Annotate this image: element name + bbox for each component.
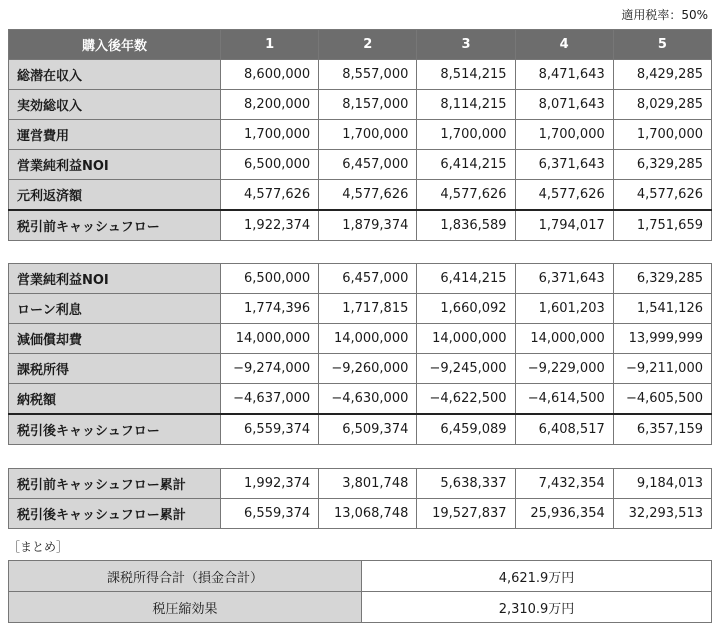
table-cell: 1,794,017 <box>515 210 613 241</box>
summary-row <box>9 592 712 623</box>
table-cell: 9,184,013 <box>613 469 711 499</box>
row-label: 税引前キャッシュフロー累計 <box>9 469 221 499</box>
table-cell: −4,637,000 <box>221 384 319 415</box>
table-cell: 4,577,626 <box>613 180 711 211</box>
table-cell: 1,879,374 <box>319 210 417 241</box>
table-cell: 3,801,748 <box>319 469 417 499</box>
table-cell: −4,614,500 <box>515 384 613 415</box>
table-cell: 8,157,000 <box>319 90 417 120</box>
table-cell: −4,622,500 <box>417 384 515 415</box>
table-cell: 25,936,354 <box>515 499 613 529</box>
table-cell: 1,992,374 <box>221 469 319 499</box>
tax-rate-note: 適用税率：50% <box>621 8 708 22</box>
summary-table <box>8 560 712 623</box>
table-cell: −9,260,000 <box>319 354 417 384</box>
table-cell: 6,408,517 <box>515 414 613 445</box>
table-row <box>9 90 712 120</box>
table-cell: 6,357,159 <box>613 414 711 445</box>
row-label: 総潜在収入 <box>9 60 221 90</box>
year-header: 2 <box>319 30 417 60</box>
table-cell: 6,500,000 <box>221 150 319 180</box>
table-row <box>9 60 712 90</box>
table-cell: 5,638,337 <box>417 469 515 499</box>
table-cell: 6,414,215 <box>417 264 515 294</box>
table-cell: 13,068,748 <box>319 499 417 529</box>
year-header: 3 <box>417 30 515 60</box>
table-row <box>9 384 712 415</box>
table-cell: 6,414,215 <box>417 150 515 180</box>
table-cell: 1,774,396 <box>221 294 319 324</box>
table-cell: 1,700,000 <box>221 120 319 150</box>
table-cell: 6,559,374 <box>221 499 319 529</box>
table-cell: 1,660,092 <box>417 294 515 324</box>
table-cell: 6,371,643 <box>515 150 613 180</box>
table-cell: 1,601,203 <box>515 294 613 324</box>
row-label: 納税額 <box>9 384 221 415</box>
table-cell: 4,577,626 <box>221 180 319 211</box>
summary-row <box>9 561 712 592</box>
row-label: 元利返済額 <box>9 180 221 211</box>
table-cell: 4,577,626 <box>515 180 613 211</box>
table-row <box>9 150 712 180</box>
table-row <box>9 324 712 354</box>
cashflow-aftertax-table <box>8 263 712 445</box>
table-cell: 1,700,000 <box>319 120 417 150</box>
table-cell: −9,229,000 <box>515 354 613 384</box>
table-cell: 1,700,000 <box>417 120 515 150</box>
row-label: ローン利息 <box>9 294 221 324</box>
table-cell: 6,509,374 <box>319 414 417 445</box>
table-cell: 7,432,354 <box>515 469 613 499</box>
table-cell: 6,371,643 <box>515 264 613 294</box>
row-label: 営業純利益NOI <box>9 150 221 180</box>
summary-value: 2,310.9万円 <box>362 592 712 623</box>
row-label: 課税所得 <box>9 354 221 384</box>
table-cell: −9,274,000 <box>221 354 319 384</box>
table-cell: 8,471,643 <box>515 60 613 90</box>
table-cell: 1,836,589 <box>417 210 515 241</box>
table-cell: 14,000,000 <box>319 324 417 354</box>
table-cell: 1,700,000 <box>613 120 711 150</box>
table-cell: 4,577,626 <box>417 180 515 211</box>
table-cell: 8,557,000 <box>319 60 417 90</box>
table-cell: 4,577,626 <box>319 180 417 211</box>
table-cell: 14,000,000 <box>221 324 319 354</box>
table-cell: 8,429,285 <box>613 60 711 90</box>
table-cell: 8,600,000 <box>221 60 319 90</box>
summary-label: 税圧縮効果 <box>9 592 362 623</box>
table-row <box>9 354 712 384</box>
table-row <box>9 210 712 241</box>
table-cell: −4,630,000 <box>319 384 417 415</box>
table-cell: 1,541,126 <box>613 294 711 324</box>
summary-title: ［まとめ］ <box>8 540 69 554</box>
table-cell: 1,717,815 <box>319 294 417 324</box>
summary-value: 4,621.9万円 <box>362 561 712 592</box>
header-label: 購入後年数 <box>9 30 221 60</box>
row-label: 税引後キャッシュフロー <box>9 414 221 445</box>
table-cell: 1,700,000 <box>515 120 613 150</box>
table-cell: 8,514,215 <box>417 60 515 90</box>
table-cell: 6,457,000 <box>319 150 417 180</box>
table-cell: 6,559,374 <box>221 414 319 445</box>
row-label: 税引後キャッシュフロー累計 <box>9 499 221 529</box>
cashflow-pretax-table <box>8 29 712 241</box>
table-cell: 6,500,000 <box>221 264 319 294</box>
table-row <box>9 294 712 324</box>
table-cell: −4,605,500 <box>613 384 711 415</box>
table-row <box>9 120 712 150</box>
year-header: 5 <box>613 30 711 60</box>
row-label: 実効総収入 <box>9 90 221 120</box>
table-cell: 8,071,643 <box>515 90 613 120</box>
table-cell: 14,000,000 <box>515 324 613 354</box>
row-label: 営業純利益NOI <box>9 264 221 294</box>
table-cell: −9,245,000 <box>417 354 515 384</box>
table-cell: 8,114,215 <box>417 90 515 120</box>
table-cell: 32,293,513 <box>613 499 711 529</box>
table-row <box>9 469 712 499</box>
table-cell: 14,000,000 <box>417 324 515 354</box>
table-cell: 8,200,000 <box>221 90 319 120</box>
table-row <box>9 264 712 294</box>
row-label: 減価償却費 <box>9 324 221 354</box>
table-cell: 6,457,000 <box>319 264 417 294</box>
table-cell: 13,999,999 <box>613 324 711 354</box>
table-cell: 19,527,837 <box>417 499 515 529</box>
section3-body <box>9 469 712 529</box>
table-row <box>9 180 712 211</box>
table-cell: 1,751,659 <box>613 210 711 241</box>
summary-label: 課税所得合計（損金合計） <box>9 561 362 592</box>
cumulative-table <box>8 468 712 529</box>
row-label: 運営費用 <box>9 120 221 150</box>
table-cell: 6,329,285 <box>613 264 711 294</box>
table-cell: 8,029,285 <box>613 90 711 120</box>
table-cell: 1,922,374 <box>221 210 319 241</box>
table-cell: −9,211,000 <box>613 354 711 384</box>
section1-body <box>9 60 712 241</box>
header-row <box>9 30 712 60</box>
year-header: 1 <box>221 30 319 60</box>
section2-body <box>9 264 712 445</box>
table-row <box>9 499 712 529</box>
table-cell: 6,459,089 <box>417 414 515 445</box>
table-cell: 6,329,285 <box>613 150 711 180</box>
table-row <box>9 414 712 445</box>
row-label: 税引前キャッシュフロー <box>9 210 221 241</box>
year-header: 4 <box>515 30 613 60</box>
